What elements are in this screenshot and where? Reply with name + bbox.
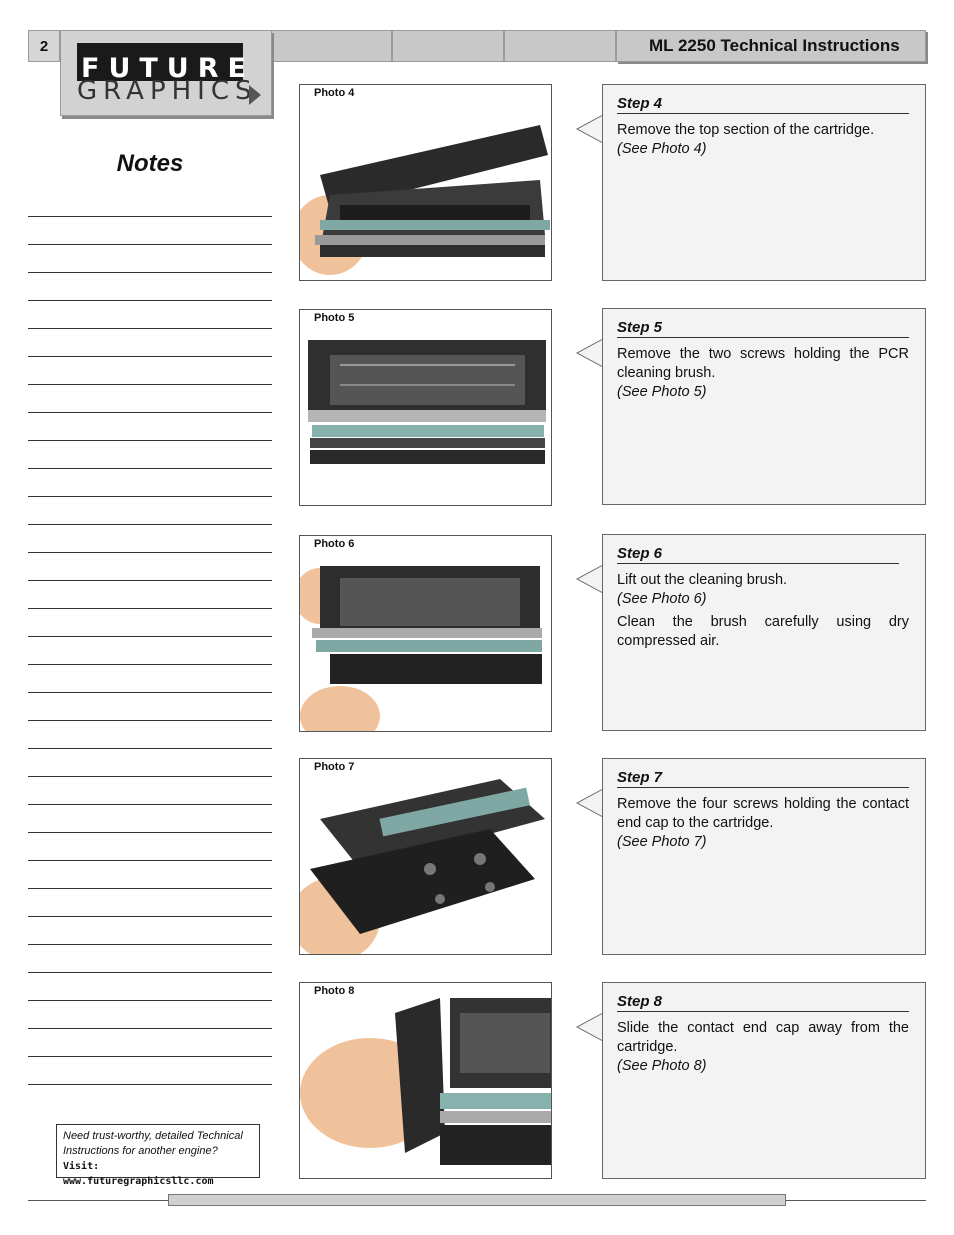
note-line [28,944,272,945]
note-line [28,1056,272,1057]
step-body [617,1019,909,1076]
note-line [28,1028,272,1029]
note-line [28,664,272,665]
step-photo-ref: (See Photo 7) [617,834,707,850]
step-photo-ref: (See Photo 5) [617,384,707,400]
cartridge-photo [300,536,552,732]
photo-frame [299,309,552,506]
step-title: Step 5 [617,319,909,338]
photo-label: Photo 8 [314,985,358,997]
promo-box [56,1124,260,1187]
step-title: Step 8 [617,993,909,1012]
step-photo-ref: (See Photo 4) [617,141,707,157]
cartridge-photo [300,983,552,1179]
step-text: Slide the contact end cap away from the cartridge. [617,1020,909,1055]
cartridge-photo [300,85,552,281]
photo-label: Photo 6 [314,538,358,550]
header-segment [270,30,392,62]
photo-label: Photo 7 [314,761,358,773]
promo-line: Instructions for another engine? [63,1145,218,1157]
note-line [28,972,272,973]
note-line [28,1084,272,1085]
note-line [28,552,272,553]
promo-line: Need trust-worthy, detailed Technical [63,1130,243,1142]
note-line [28,860,272,861]
step-text: Remove the four screws holding the contact end cap to the cartridge. [617,796,909,831]
promo-link[interactable]: Visit: www.futuregraphicsllc.com [63,1161,214,1187]
step-body [617,571,909,651]
step-box [602,758,926,955]
callout-pointer-icon [576,565,602,593]
notes-heading: Notes [116,150,184,177]
note-line [28,216,272,217]
note-line [28,496,272,497]
photo-label: Photo 4 [314,87,358,99]
step-note: Clean the brush carefully using dry compressed air. [617,614,909,649]
header-segment [504,30,616,62]
note-line [28,300,272,301]
step-title: Step 7 [617,769,909,788]
note-line [28,804,272,805]
note-line [28,636,272,637]
step-box [602,308,926,505]
callout-pointer-icon [576,115,602,143]
note-line [28,748,272,749]
logo-text-future: FUTURE [81,53,255,84]
note-line [28,692,272,693]
logo-arrow-icon [249,85,261,105]
step-text: Lift out the cleaning brush. [617,572,788,588]
callout-pointer-icon [576,339,602,367]
note-line [28,608,272,609]
photo-frame [299,758,552,955]
photo-label: Photo 5 [314,312,358,324]
note-line [28,272,272,273]
note-line [28,356,272,357]
note-line [28,412,272,413]
photo-frame [299,982,552,1179]
callout-pointer-icon [576,1013,602,1041]
step-text: Remove the top section of the cartridge. [617,122,875,138]
step-photo-ref: (See Photo 6) [617,591,707,607]
future-graphics-logo [60,30,272,116]
step-title: Step 4 [617,95,909,114]
note-line [28,776,272,777]
logo-text-graphics: GRAPHICS [77,76,258,106]
header-segment [392,30,504,62]
step-photo-ref: (See Photo 8) [617,1058,707,1074]
step-text: Remove the two screws holding the PCR cleaning brush. [617,346,909,381]
cartridge-photo [300,310,552,506]
step-box [602,534,926,731]
step-body [617,345,909,402]
note-line [28,524,272,525]
callout-pointer-icon [576,789,602,817]
step-box [602,982,926,1179]
step-box [602,84,926,281]
note-line [28,440,272,441]
note-line [28,916,272,917]
note-line [28,244,272,245]
note-line [28,720,272,721]
note-line [28,888,272,889]
step-body [617,121,909,159]
note-line [28,1000,272,1001]
footer-bar [168,1194,786,1206]
document-title: ML 2250 Technical Instructions [616,30,926,62]
note-line [28,580,272,581]
step-body [617,795,909,852]
note-line [28,328,272,329]
photo-frame [299,84,552,281]
cartridge-photo [300,759,552,955]
photo-frame [299,535,552,732]
page-number: 2 [28,30,60,62]
note-line [28,384,272,385]
step-title: Step 6 [617,545,899,564]
note-line [28,832,272,833]
note-line [28,468,272,469]
